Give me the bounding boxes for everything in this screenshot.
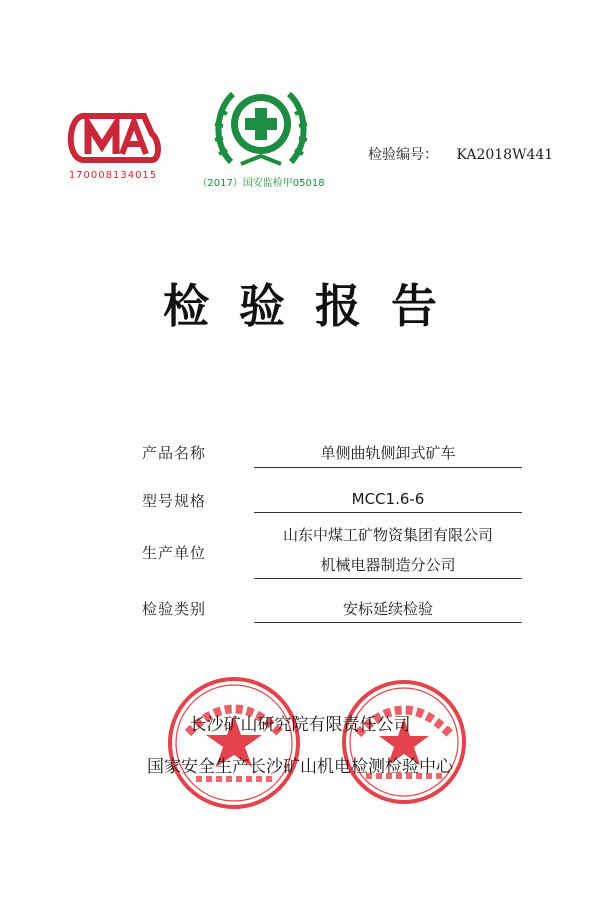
field-value-line2: 机械电器制造分公司 [320, 556, 456, 574]
field-row-model [142, 488, 522, 518]
field-value: 安标延续检验 [342, 600, 433, 618]
field-value: MCC1.6-6 [351, 490, 425, 508]
underline [254, 578, 522, 579]
page-title: 检验报告 [163, 279, 467, 333]
field-label: 检验类别 [142, 600, 207, 618]
field-label: 型号规格 [142, 492, 207, 510]
cma-logo [64, 110, 162, 181]
field-label: 生产单位 [142, 544, 207, 562]
field-row-inspection-type [142, 596, 522, 626]
underline [254, 467, 522, 468]
issuer-line-2: 国家安全生产长沙矿山机电检测检验中心 [147, 757, 453, 777]
report-number-label: 检验编号： [368, 147, 438, 163]
cma-mark-icon [64, 110, 162, 166]
report-number-value: KA2018W441 [456, 147, 554, 163]
safety-inspection-logo [196, 80, 326, 189]
underline [254, 622, 522, 623]
field-value-line1: 山东中煤工矿物资集团有限公司 [282, 526, 493, 544]
underline [254, 512, 522, 513]
report-number [368, 144, 553, 164]
field-value: 单侧曲轨侧卸式矿车 [320, 444, 456, 462]
safety-license-caption: （2017）国安监检甲05018 [197, 178, 325, 189]
issuer-line-1: 长沙矿山研究院有限责任公司 [189, 715, 411, 735]
field-row-manufacturer [142, 522, 522, 582]
green-cross-emblem-icon [213, 80, 309, 172]
field-label: 产品名称 [142, 444, 207, 462]
testing-center-seal-stamp [340, 678, 468, 806]
field-row-product-name [142, 440, 522, 470]
institute-seal-stamp [166, 675, 302, 811]
cma-number: 170008134015 [68, 170, 158, 181]
